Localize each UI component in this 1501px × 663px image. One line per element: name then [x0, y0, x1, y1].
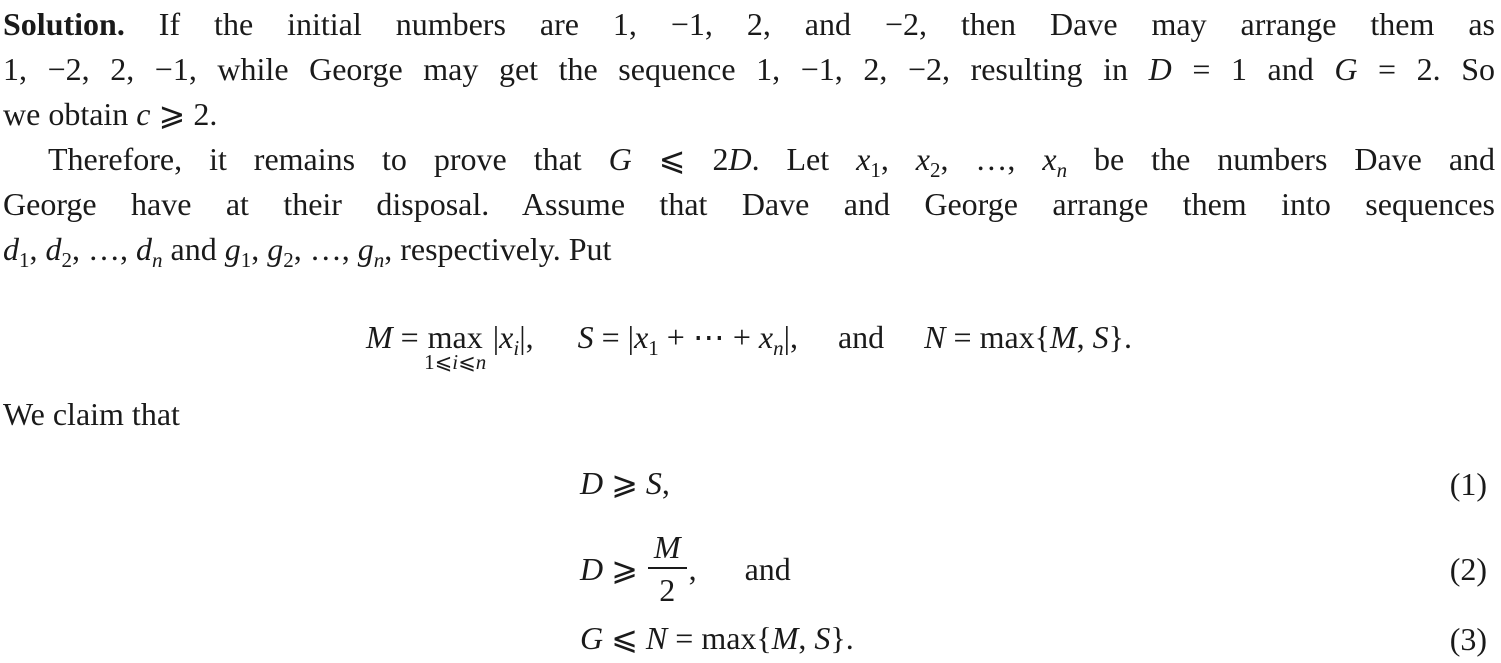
math-s-definition: [578, 314, 798, 371]
text-run: 1: [240, 248, 252, 272]
text-run: D: [580, 465, 604, 501]
equation-1: [3, 461, 1495, 506]
text-run: S: [814, 620, 831, 656]
text-run: }.: [1108, 319, 1133, 355]
text-run: 2: [61, 248, 72, 272]
text-run: n: [1056, 158, 1068, 182]
text-line: [3, 227, 1495, 272]
text-run: 1: [648, 336, 659, 360]
text-run: We claim that: [3, 396, 180, 432]
equation-number-1: (1): [1449, 465, 1487, 502]
equation-number-3: (3): [1449, 620, 1487, 657]
fraction-numerator: [648, 527, 687, 567]
text-run: , …,: [293, 231, 358, 267]
text-run: g: [267, 231, 284, 267]
text-run: M: [365, 319, 393, 355]
text-run: ,: [1076, 319, 1093, 355]
math-g-leq-n: [580, 620, 854, 656]
text-run: , respectively. Put: [384, 231, 612, 267]
text-run: d: [45, 231, 62, 267]
text-run: i: [513, 336, 520, 360]
text-run: . Let: [751, 141, 857, 177]
text-run: M: [1050, 319, 1077, 355]
text-run: If the initial numbers are 1, −1, 2, and −2, then Dave may arrange them as: [124, 6, 1495, 42]
math-n-definition: [924, 314, 1132, 360]
text-line: [3, 47, 1495, 92]
equation-2: [3, 524, 1495, 614]
math-d-geq: [580, 547, 638, 592]
text-line: [3, 2, 1495, 47]
text-run: ⩾: [603, 550, 638, 587]
max-operator-limits: [424, 352, 486, 373]
text-run: G: [608, 141, 632, 177]
text-run: 1: [870, 158, 881, 182]
text-run: x: [499, 319, 514, 355]
text-run: ,: [29, 231, 46, 267]
text-run: i: [452, 350, 459, 374]
text-run: ,: [661, 465, 670, 501]
text-run: ⩾ 2.: [150, 96, 218, 132]
text-run: d: [136, 231, 152, 267]
text-run: n: [475, 350, 487, 374]
paragraph-therefore: [3, 137, 1495, 272]
comma: [689, 547, 697, 592]
text-run: 1: [19, 248, 30, 272]
text-run: g: [224, 231, 241, 267]
math-m-equals: [366, 314, 419, 360]
text-run: x: [1042, 141, 1057, 177]
text-run: we obtain: [3, 96, 137, 132]
text-run: , …,: [72, 231, 136, 267]
text-run: N: [645, 620, 668, 656]
text-run: = 2. So: [1357, 51, 1495, 87]
text-run: George have at their disposal. Assume that Dave and George arrange them into sequences: [3, 186, 1495, 222]
text-run: Solution.: [3, 6, 125, 42]
text-run: N: [924, 319, 946, 355]
text-run: ,: [880, 141, 916, 177]
max-operator: max: [427, 319, 483, 355]
text-run: = |: [593, 319, 635, 355]
fraction-denominator: 2: [648, 567, 687, 611]
equation-3: [3, 616, 1495, 661]
text-run: }.: [830, 620, 854, 656]
text-run: 1⩽: [424, 350, 453, 374]
text-run: = 1 and: [1171, 51, 1335, 87]
text-run: 2: [929, 158, 941, 182]
text-run: x: [634, 319, 649, 355]
text-run: Therefore, it remains to prove that: [48, 141, 609, 177]
text-run: G: [1334, 51, 1358, 87]
text-run: g: [357, 231, 374, 267]
math-d-geq-s: [580, 465, 670, 501]
text-run: S: [577, 319, 594, 355]
text-run: ⩽: [603, 620, 646, 656]
text-line: [3, 137, 1495, 182]
text-run: ⩽: [458, 350, 476, 374]
text-run: M: [771, 620, 799, 656]
text-run: S: [645, 465, 662, 501]
equation-number-2: (2): [1449, 551, 1487, 587]
text-run: x: [915, 141, 930, 177]
max-operator-with-limits: [424, 314, 487, 374]
text-line: [3, 182, 1495, 227]
math-abs-xi: [493, 314, 534, 371]
text-run: ,: [251, 231, 268, 267]
text-run: x: [856, 141, 871, 177]
text-run: n: [152, 248, 163, 272]
text-run: |: [492, 319, 500, 355]
text-run: 2: [283, 248, 294, 272]
text-run: n: [773, 336, 784, 360]
text-run: ⩽ 2: [631, 141, 729, 177]
text-run: 1, −2, 2, −1, while George may get the sequence 1, −1, 2, −2, resulting in: [3, 51, 1149, 87]
text-run: n: [373, 248, 385, 272]
and-word: and: [837, 319, 885, 355]
text-run: D: [580, 550, 604, 587]
text-run: c: [136, 96, 151, 132]
display-equation-definitions: [3, 314, 1495, 374]
text-run: x: [758, 319, 774, 355]
text-run: + ⋯ +: [658, 319, 759, 355]
claim-intro-line: [3, 392, 1495, 437]
text-run: ⩾: [603, 465, 646, 501]
paragraph-solution: [3, 2, 1495, 137]
text-run: = max{: [945, 319, 1051, 355]
text-run: be the numbers Dave and: [1067, 141, 1495, 177]
text-run: = max{: [667, 620, 772, 656]
text-run: and: [162, 231, 225, 267]
fraction-m-over-2: [648, 527, 687, 611]
and-word: and: [744, 550, 791, 587]
text-run: D: [728, 141, 752, 177]
text-run: G: [580, 620, 604, 656]
text-run: |,: [783, 319, 798, 355]
text-run: M: [653, 529, 681, 565]
text-run: ,: [798, 620, 815, 656]
text-line: [3, 92, 1495, 137]
text-run: |,: [519, 319, 534, 355]
text-run: D: [1148, 51, 1172, 87]
text-run: =: [392, 319, 419, 355]
text-run: , …,: [940, 141, 1043, 177]
text-run: S: [1092, 319, 1109, 355]
text-run: ,: [688, 550, 697, 587]
text-run: d: [3, 231, 19, 267]
